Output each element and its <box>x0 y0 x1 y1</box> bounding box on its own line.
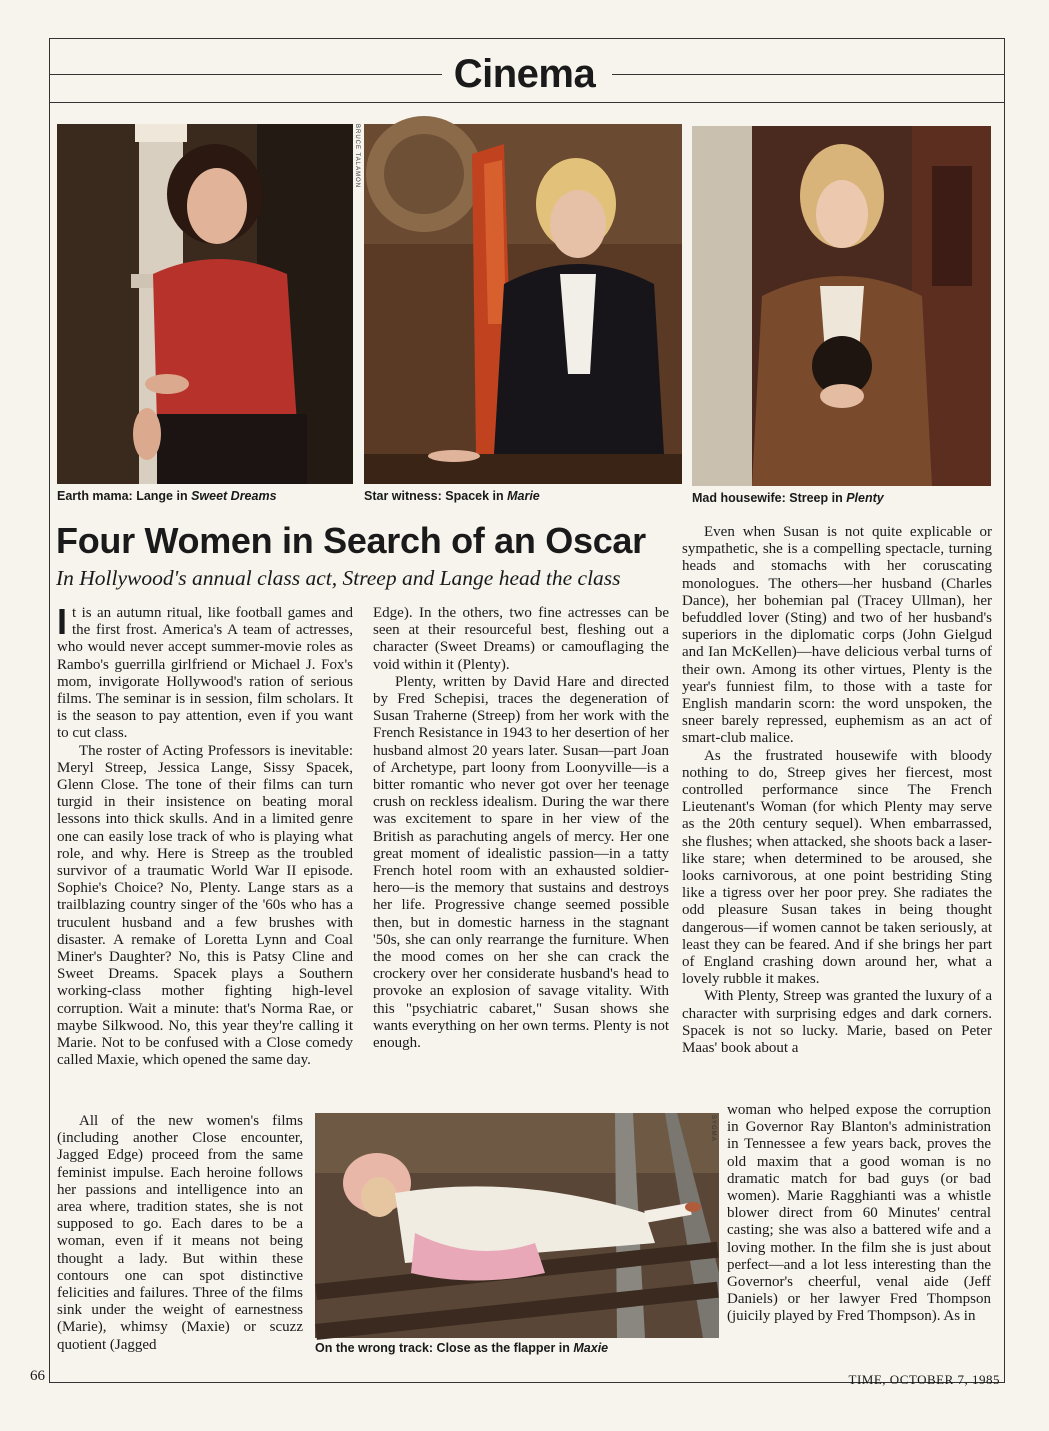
photo-lange-image <box>57 124 353 484</box>
caption-close-title: Maxie <box>573 1341 609 1355</box>
headline: Four Women in Search of an Oscar <box>56 520 646 561</box>
caption-streep-title: Plenty <box>846 491 884 505</box>
paragraph-9: woman who helped expose the corruption in Governor Ray Blanton's administration in Tennessee a few years back, proves the old maxim that a good woman is no dramatic match for bad guys (or bad women). Marie Ragghianti was a whistle blower direct from 60 Minutes' central casting; she was also a battered wife and a loving mother. In the film she is just about perfect—and a lot less interesting than the Governor's cheerful, venal aide (Jeff Daniels) or her lawyer Fred Thompson (juicily played by Fred Thompson). As in <box>727 1102 991 1325</box>
caption-close <box>315 1341 608 1355</box>
photo-lange <box>57 124 353 484</box>
paragraph-1 <box>57 601 353 743</box>
section-title: Cinema <box>453 52 596 96</box>
paragraph-3: All of the new women's films (including another Close encounter, Jagged Edge) proceed from the same feminist impulse. Each heroine follows her passions and intelligence into an area where, tradition states, she is not supposed to go. Each dares to be a woman, even if it means not being thought a lady. But within these contours one can spot distinctive felicities and failures. Three of the films sink under the weight of earnestness (Marie), whimsy (Maxie) or scuzz quotient (Jagged <box>57 1113 303 1353</box>
caption-lange-lead: Earth mama: Lange in <box>57 489 192 503</box>
photo-close-image <box>315 1113 719 1338</box>
column-3 <box>682 524 992 1057</box>
photo-spacek <box>354 124 682 484</box>
paragraph-2: The roster of Acting Professors is inevitable: Meryl Streep, Jessica Lange, Sissy Spacek, Glenn Close. The tone of their films can turn turgid in their insistence on beating moral lessons into thick skulls. And in a limited genre one can easily lose track of who is playing what role, and why. Here is Streep as the troubled survivor of a traumatic World War II episode. Sophie's Choice? No, Plenty. Lange stars as a trailblazing country singer of the '60s who has a truculent husband and a few brushes with disaster. A remake of Loretta Lynn and Coal Miner's Daughter? No, this is Patsy Cline and Sweet Dreams. Spacek plays a Southern working-class mother fighting high-level corruption. Wait a minute: that's Norma Rae, or maybe Silkwood. No, this year they're calling it Marie. Not to be confused with a Close comedy called Maxie, which opened the same day. <box>57 742 353 1069</box>
caption-spacek <box>364 489 540 503</box>
column-3-lower <box>727 1102 991 1326</box>
caption-spacek-title: Marie <box>507 489 540 503</box>
paragraph-1-text: t is an autumn ritual, like football games and the first frost. America's A team of actresses, who would never accept summer-movie roles as Rambo's guerrilla girlfriend or Michael J. Fox's mom, invigorate Hollywood's ration of serious films. The seminar is in session, film scholars. It is the season to pay attention, even if you want to cut class. <box>57 605 353 742</box>
photo-credit-sygma: SYGMA <box>710 1115 716 1142</box>
column-1 <box>57 601 353 1069</box>
caption-streep-lead: Mad housewife: Streep in <box>692 491 847 505</box>
photo-streep <box>692 126 991 486</box>
photo-close <box>315 1113 719 1338</box>
photo-credit-talamon: BRUCE TALAMON <box>354 124 360 189</box>
paragraph-7: As the frustrated housewife with bloody nothing to do, Streep gives her fiercest, most controlled performance since The French Lieutenant's Woman (for which Plenty may serve as the 20th century sequel). When embarrassed, she flushes; when attacked, she shoots back a laser-like stare; when determined to be aroused, she looks carnivorous, at one point bestriding Sting like a tigress over her poor prey. She radiates the odd pleasure Susan takes in being thought dangerous—if women cannot be taken seriously, at least they can be feared. And if she brings her part of England crashing down around her, what a lovely rubble it makes. <box>682 747 992 988</box>
page-number: 66 <box>30 1368 45 1384</box>
paragraph-6: Even when Susan is not quite explicable or sympathetic, she is a compelling spectacle, turning heads and stomachs with her coruscating monologues. The others—her husband (Charles Dance), her bohemian pal (Tracey Ullman), her befuddled lover (Sting) and two of her husband's superiors in the diplomatic corps (John Gielgud and Ian McKellen)—have delicious verbal turns of their own. Among its other virtues, Plenty is the year's funniest film, to those with a taste for English mandarin scorn: the word unspoken, the sneer barely repressed, euphemism as an act of smart-club malice. <box>682 524 992 747</box>
caption-spacek-lead: Star witness: Spacek in <box>364 489 508 503</box>
photo-streep-image <box>692 126 991 486</box>
paragraph-5: Plenty, written by David Hare and directed by Fred Schepisi, traces the degeneration of Susan Traherne (Streep) from her work with the French Resistance in 1943 to her desertion of her husband almost 20 years later. Susan—part Joan of Archetype, part loony from Loonyville—is a bitter romantic who never got over her teenage crush on reckless idealism. During the war there was excitement to spare in her view of the British as parachuting angels of mercy. Her one great moment of idealistic passion—in a tatty French hotel room with an exhausted soldier-hero—is the memory that sustains and destroys her life. Progressive change seemed possible then, but in domestic harness in the stagnant '50s, she can only rearrange the furniture. When the mood comes on her she can crack the crockery over her considerate husband's head to provoke an explosion of savage vitality. With this "psychiatric cabaret," Susan shows she wants everything on her own terms. Plenty is not enough. <box>373 673 669 1052</box>
caption-lange <box>57 489 277 503</box>
caption-lange-title: Sweet Dreams <box>191 489 277 503</box>
caption-streep <box>692 491 884 505</box>
column-2 <box>373 605 669 1052</box>
title-underline <box>49 102 1005 103</box>
dateline: TIME, OCTOBER 7, 1985 <box>848 1372 1000 1387</box>
caption-close-lead: On the wrong track: Close as the flapper in <box>315 1341 574 1355</box>
drop-cap: I <box>57 601 68 642</box>
paragraph-8: With Plenty, Streep was granted the luxury of a character with surprising edges and dark corners. Spacek is not so lucky. Marie, based on Peter Maas' book about a <box>682 988 992 1057</box>
photo-spacek-image <box>364 124 682 484</box>
deck: In Hollywood's annual class act, Streep and Lange head the class <box>56 566 621 590</box>
column-1-lower <box>57 1113 303 1354</box>
paragraph-4: Edge). In the others, two fine actresses can be seen at their resourceful best, fleshing out a character (Sweet Dreams) or camouflaging the void within it (Plenty). <box>373 605 669 673</box>
